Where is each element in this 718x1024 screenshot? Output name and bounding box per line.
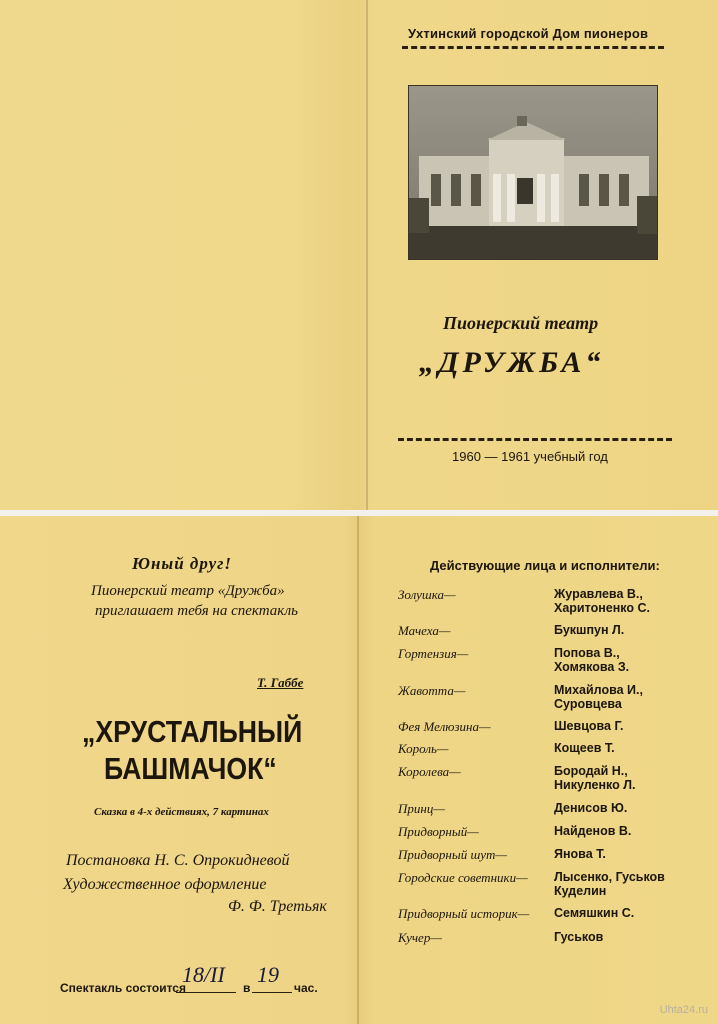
divider — [402, 46, 664, 49]
cast-actor: Никуленко Л. — [554, 778, 636, 792]
cast-role: Фея Мелюзина— — [398, 719, 491, 734]
cast-role: Золушка— — [398, 587, 456, 602]
cast-role: Придворный историк— — [398, 906, 530, 921]
cast-actor: Журавлева В., — [554, 587, 643, 601]
cast-actor: Хомякова З. — [554, 660, 630, 674]
cast-role: Кучер— — [398, 930, 442, 945]
cast-actor: Букшпун Л. — [554, 623, 625, 637]
cast-actor: Шевцова Г. — [554, 719, 624, 733]
cast-role: Жавотта— — [398, 683, 466, 698]
program-inner-sheet — [0, 516, 718, 1024]
cast-actor: Куделин — [554, 884, 607, 898]
at-label: в — [243, 981, 251, 995]
organization-name: Ухтинский городской Дом пионеров — [408, 26, 649, 41]
cast-role: Королева— — [398, 764, 461, 779]
cast-actor: Михайлова И., — [554, 683, 643, 697]
show-label: Спектакль состоится — [60, 981, 186, 995]
play-author: Т. Габбе — [257, 675, 304, 690]
cast-actor: Семяшкин С. — [554, 906, 635, 920]
program-cover-sheet — [0, 0, 718, 510]
divider — [398, 438, 672, 441]
invitation-line-2: приглашает тебя на спектакль — [95, 603, 298, 619]
invitation-line-1: Пионерский театр «Дружба» — [91, 583, 285, 599]
school-year: 1960 — 1961 учебный год — [452, 449, 608, 464]
cast-actor: Суровцева — [554, 697, 622, 711]
cast-role: Городские советники— — [398, 870, 528, 885]
cast-actor: Денисов Ю. — [554, 801, 628, 815]
play-genre: Сказка в 4-х действиях, 7 картинах — [94, 806, 269, 818]
show-date: 18/II — [182, 962, 225, 987]
show-hour: 19 — [257, 962, 279, 987]
cast-role: Придворный— — [398, 824, 479, 839]
design-credit-label: Художественное оформление — [63, 876, 267, 893]
cast-role: Мачеха— — [398, 623, 451, 638]
cast-actor: Харитоненко С. — [554, 601, 650, 615]
designer-name: Ф. Ф. Третьяк — [228, 898, 327, 915]
date-underline — [176, 992, 236, 993]
cast-actor: Янова Т. — [554, 847, 606, 861]
cast-actor: Гуськов — [554, 930, 604, 944]
cast-role: Принц— — [398, 801, 445, 816]
director-credit: Постановка Н. С. Опрокидневой — [66, 852, 290, 869]
cast-heading: Действующие лица и исполнители: — [430, 558, 660, 573]
cast-actor: Попова В., — [554, 646, 620, 660]
cast-actor: Найденов В. — [554, 824, 632, 838]
hour-underline — [252, 992, 292, 993]
greeting: Юный друг! — [132, 554, 233, 573]
cast-actor: Бородай Н., — [554, 764, 628, 778]
theater-name: „ДРУЖБА“ — [419, 346, 605, 379]
cast-actor: Кощеев Т. — [554, 741, 615, 755]
cast-actor: Лысенко, Гуськов — [554, 870, 665, 884]
play-title-line-2: БАШМАЧОК“ — [104, 751, 277, 786]
cast-role: Придворный шут— — [398, 847, 507, 862]
play-title-line-1: „ХРУСТАЛЬНЫЙ — [82, 714, 303, 749]
fold-line — [366, 0, 368, 510]
building-photo — [408, 85, 658, 260]
watermark: Uhta24.ru — [659, 1004, 708, 1016]
cast-role: Король— — [398, 741, 449, 756]
fold-line — [357, 516, 359, 1024]
cast-role: Гортензия— — [398, 646, 469, 661]
theater-subtitle: Пионерский театр — [443, 313, 599, 333]
hour-unit: час. — [294, 981, 318, 995]
